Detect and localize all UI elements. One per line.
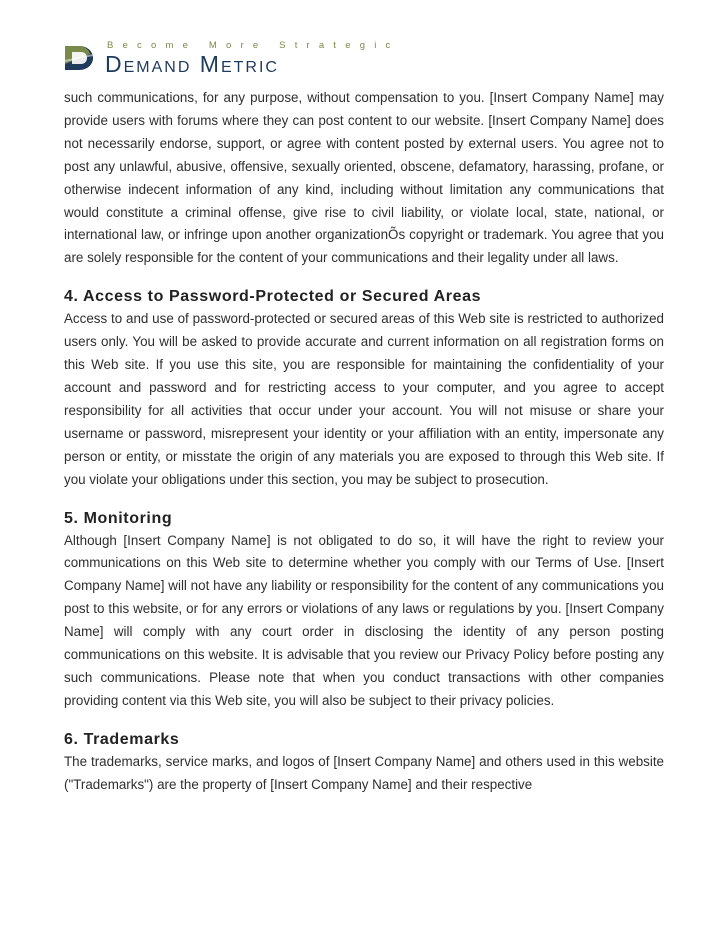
section-heading-access: 4. Access to Password-Protected or Secured Areas [64, 288, 482, 306]
document-body [64, 87, 664, 797]
section-heading-trademarks: 6. Trademarks [64, 730, 180, 748]
company-logo [63, 38, 400, 80]
section-heading-monitoring: 5. Monitoring [64, 509, 173, 527]
section-text-trademarks: The trademarks, service marks, and logos of [Insert Company Name] and others used in this website ("Trademarks") are the property of [Insert Company Name] and their respective [64, 753, 664, 792]
tagline: Become More Strategic [107, 40, 400, 51]
section-text-access: Access to and use of password-protected or secured areas of this Web site is restricted to authorized users only. You will be asked to provide accurate and current information on all registration forms on this Web site. If you use this site, you are responsible for maintaining the confidentiality of your account and password and for restricting access to your computer, and you agree to accept responsibility for all activities that occur under your account. You will not misuse or share your username or password, misrepresent your identity or your affiliation with an entity, impersonate any person or entity, or misstate the origin of any materials you are exposed to through this Web site. If you violate your obligations under this section, you may be subject to prosecution. [64, 311, 664, 487]
brand-name: Demand Metric [105, 51, 279, 77]
logo-mark-icon [63, 42, 95, 74]
section-text-monitoring: Although [Insert Company Name] is not obligated to do so, it will have the right to review your communications on this Web site to determine whether you comply with our Terms of Use. [Insert Company Name] will not have any liability or responsibility for the content of any communications you post to this website, or for any errors or violations of any laws or regulations by you. [Insert Company Name] will comply with any court order in disclosing the identity of any person posting communications on this website. It is advisable that you review our Privacy Policy before posting any such communications. Please note that when you conduct transactions with other companies providing content via this Web site, you will also be subject to their privacy policies. [64, 532, 664, 708]
intro-paragraph: such communications, for any purpose, without compensation to you. [Insert Company Name] may provide users with forums where they can post content to our website. [Insert Company Name] does not necessarily endorse, support, or agree with content posted by external users. You agree not to post any unlawful, abusive, offensive, sexually oriented, obscene, defamatory, harassing, profane, or otherwise indecent information of any kind, including without limitation any communications that would constitute a criminal offense, give rise to civil liability, or violate local, state, national, or international law, or infringe upon another organizationÕs copyright or trademark. You agree that you are solely responsible for the content of your communications and their legality under all laws. [64, 90, 664, 266]
